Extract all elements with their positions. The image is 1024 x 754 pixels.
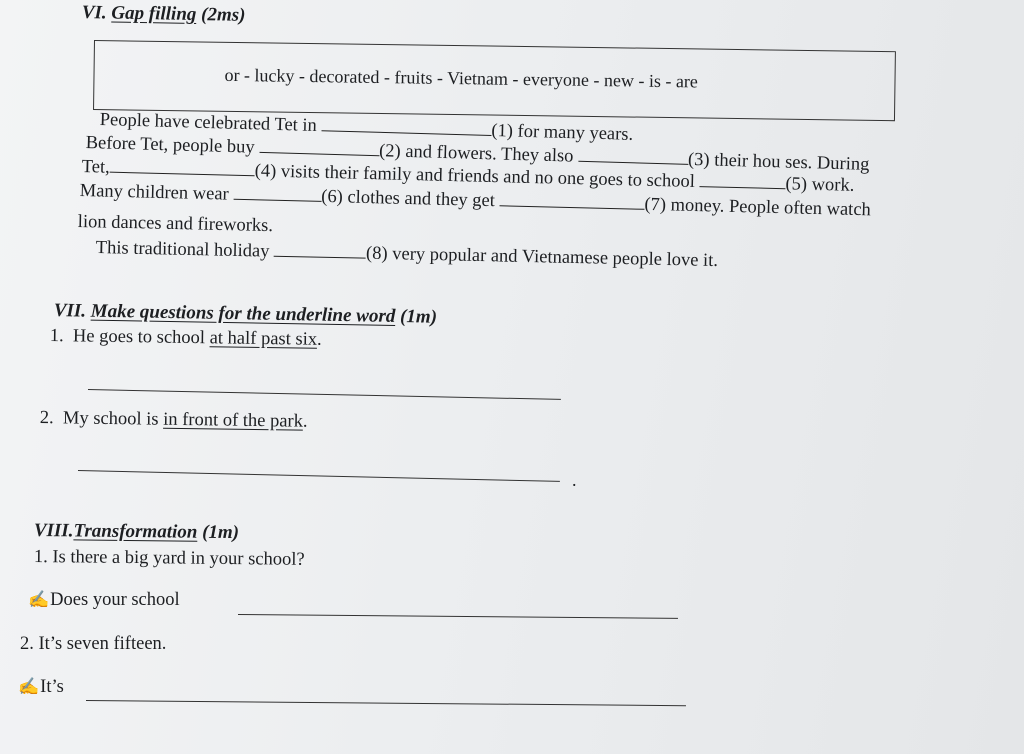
line-6-text-a: This traditional holiday [95,238,270,262]
q7-1-underlined: at half past six [209,328,318,350]
pencil-icon: ✍ [18,677,40,696]
q7-1-end: . [316,329,322,350]
blank-5[interactable] [699,172,785,189]
pencil-icon: ✍ [28,590,50,609]
blank-4[interactable] [110,158,255,177]
q7-1-text: He goes to school [72,326,206,349]
section-8-points: (1m) [202,521,240,544]
answer-line-8-2[interactable] [86,700,686,706]
line-4-text-b: (6) clothes and they get [321,186,496,212]
line-2-text-b: (2) and flowers. They also [378,141,574,167]
word-bank: or - lucky - decorated - fruits - Vietnam - everyone - new - is - are [224,64,699,92]
q7-2-number: 2. [39,408,54,429]
paragraph-line-6 [96,238,719,272]
line-2-text-a: Before Tet, people buy [85,133,255,158]
section-7-number: VII. [53,300,87,322]
q7-1-number: 1. [49,326,64,347]
section-8-answer-2 [18,677,64,698]
q8-2-text: 2. It’s seven fifteen. [20,634,167,654]
stray-dot: . [572,470,577,490]
section-8-title: Transformation [73,520,198,543]
word-bank-box [93,40,896,121]
line-4-text-d: watch [826,199,872,221]
blank-6[interactable] [233,185,321,202]
section-7-question-2 [40,408,308,433]
answer-line-7-2[interactable] [78,470,560,482]
line-1-text-a: People have celebrated Tet in [99,110,318,137]
line-5-text-a: lion dances and fireworks. [77,212,274,237]
section-6-heading [82,2,246,27]
line-3-text-b: (4) visits their family and friends and no one goes to school [254,161,696,192]
q7-2-text: My school is [62,408,159,430]
section-7-points: (1m) [399,306,438,328]
line-3-text-a: Tet, [81,157,110,178]
section-8-heading [34,520,239,544]
q7-2-underlined: in front of the park [163,409,304,432]
line-2-text-c: (3) their hou ses. [687,149,813,174]
line-3-text-d: work. [811,174,855,196]
section-8-question-2 [20,634,166,655]
section-7-title: Make questions for the underline word [90,300,396,327]
section-8-number: VIII. [33,520,74,542]
answer-line-7-1[interactable] [88,389,561,400]
line-4-text-c: (7) money. People often [644,194,823,220]
answer-line-8-1[interactable] [238,614,678,619]
a8-1-text: Does your school [50,590,180,610]
line-6-text-b: (8) very popular and Vietnamese people love it. [365,243,719,272]
section-6-points: (2ms) [200,4,246,26]
blank-8[interactable] [274,242,366,259]
line-4-text-a: Many children wear [79,181,229,205]
a8-2-text: It’s [40,677,64,697]
paragraph-line-5 [78,212,274,237]
q8-1-text: 1. Is there a big yard in your school? [33,547,305,570]
line-1-text-b: (1) for many years. [491,120,634,145]
section-6-title: Gap filling [111,2,197,25]
q7-2-end: . [302,411,308,432]
section-8-answer-1 [28,590,180,611]
blank-2[interactable] [259,138,379,156]
blank-7[interactable] [499,191,644,210]
section-7-question-1 [50,326,322,351]
section-6-number: VI. [81,2,107,24]
section-7-heading [54,300,438,329]
section-8-question-1 [34,547,305,571]
blank-1[interactable] [321,116,491,136]
line-2-text-d: During [816,153,870,175]
blank-3[interactable] [578,147,688,165]
line-3-text-c: (5) [785,174,808,195]
